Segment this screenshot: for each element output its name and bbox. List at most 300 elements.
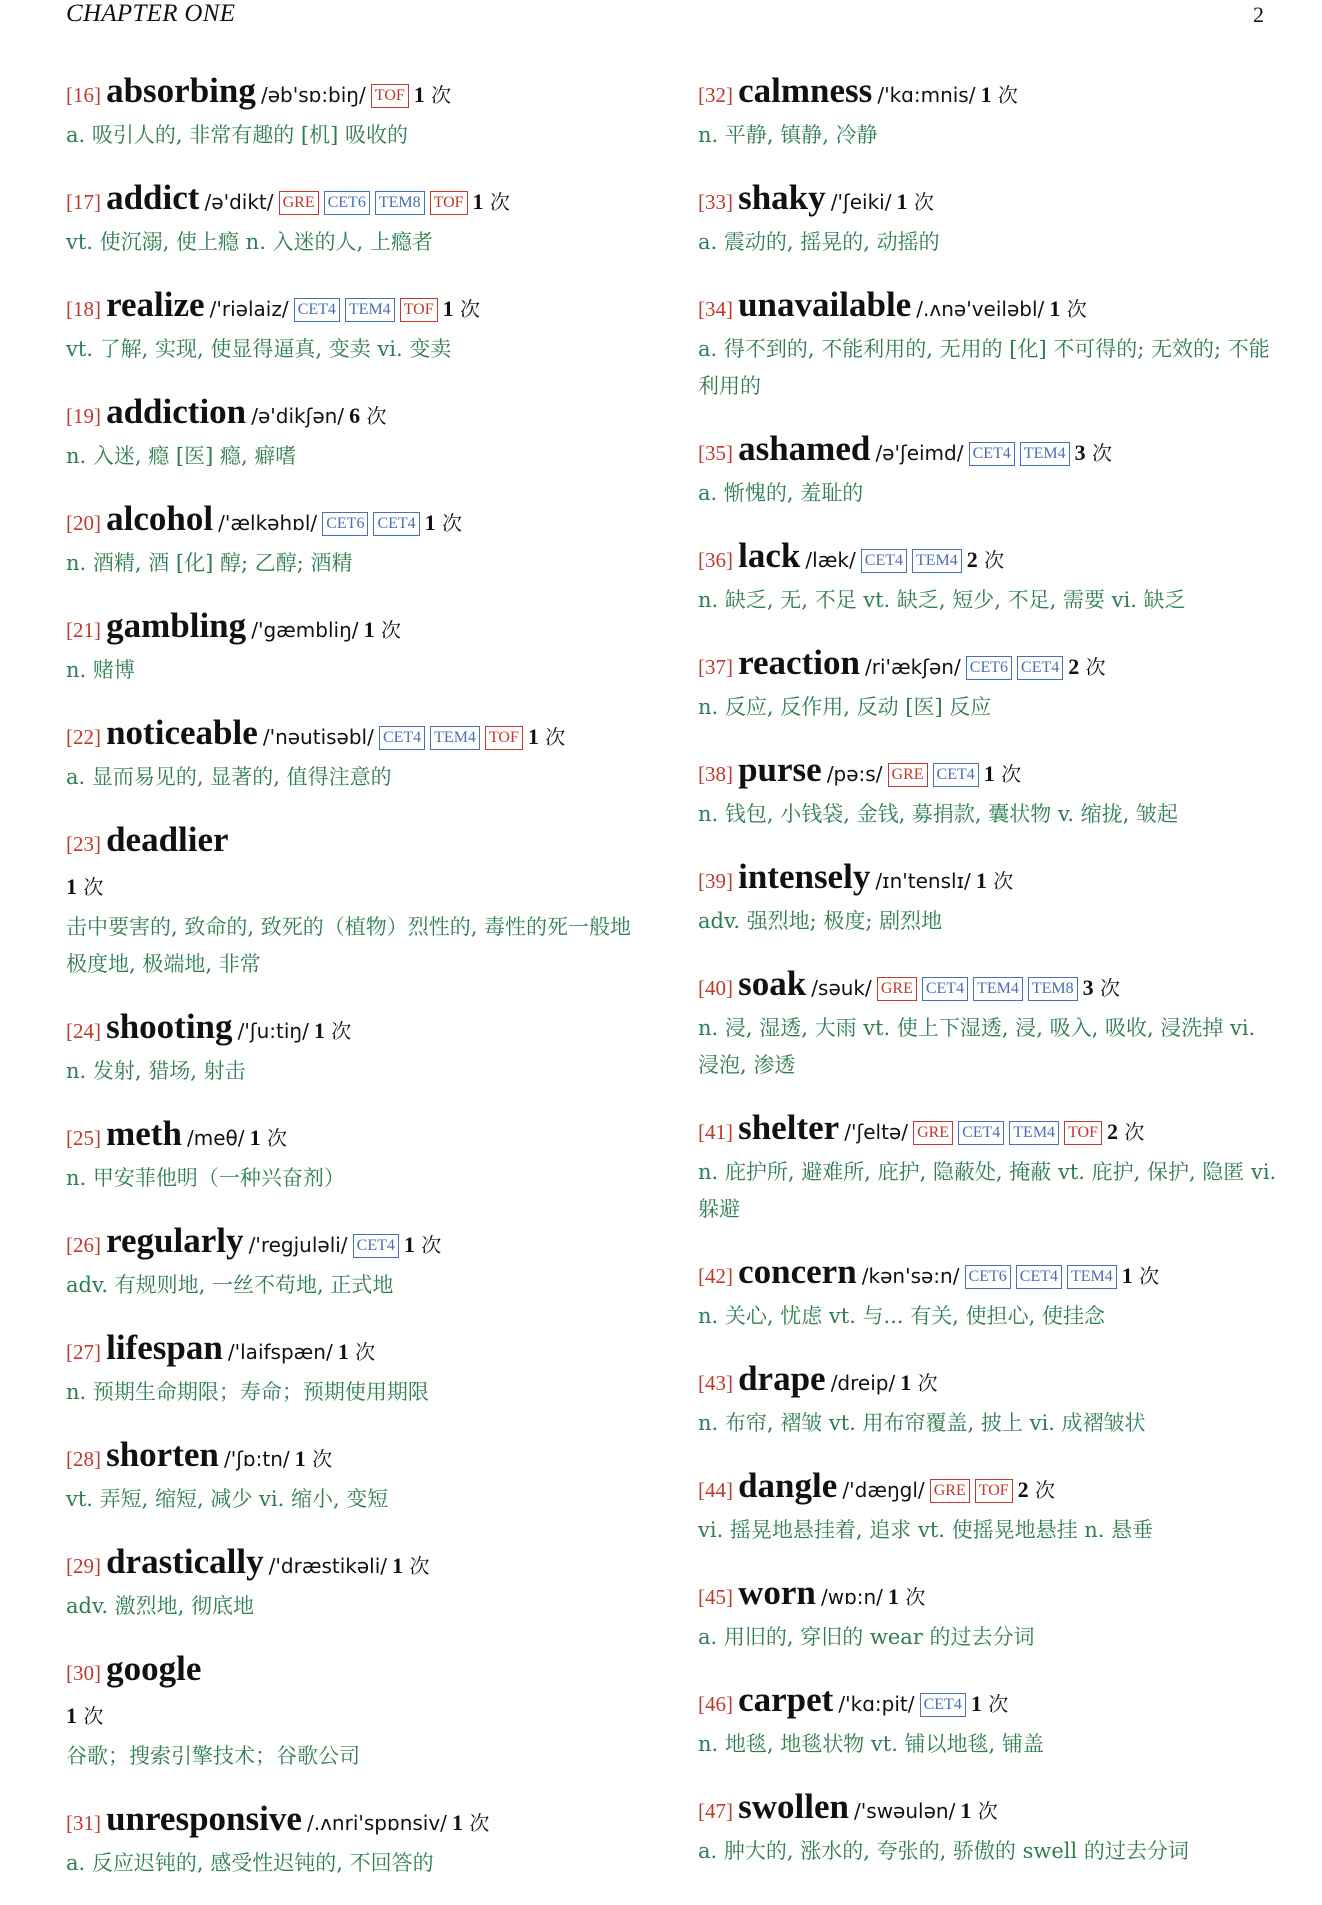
- entry-number: [16]: [66, 83, 101, 107]
- exam-tag: TEM8: [375, 191, 425, 215]
- entry-frequency: [414, 83, 451, 107]
- exam-tag: TOF: [371, 84, 409, 108]
- entry-phonetic: /wɒ:n/: [820, 1585, 883, 1609]
- entry-headline: [698, 642, 1278, 689]
- entry-number: [38]: [698, 762, 733, 786]
- frequency-count: 1: [452, 1810, 464, 1835]
- entry-word: ashamed: [738, 429, 871, 468]
- frequency-count: 3: [1082, 975, 1094, 1000]
- left-column: [66, 70, 646, 1905]
- vocab-entry: [698, 1786, 1278, 1870]
- entry-frequency: [960, 1799, 997, 1823]
- frequency-count: 1: [294, 1446, 306, 1471]
- entry-word: addiction: [106, 392, 247, 431]
- entry-phonetic: /ɪn'tenslɪ/: [875, 869, 971, 893]
- entry-number: [35]: [698, 441, 733, 465]
- entry-word: drape: [738, 1359, 826, 1398]
- entry-word: carpet: [738, 1680, 834, 1719]
- entry-number: [42]: [698, 1264, 733, 1288]
- exam-tag: CET4: [353, 1234, 399, 1258]
- entry-word: swollen: [738, 1787, 849, 1826]
- entry-definition: vt. 了解, 实现, 使显得逼真, 变卖 vi. 变卖: [66, 337, 452, 361]
- frequency-unit: 次: [409, 1554, 430, 1578]
- exam-tag: TEM4: [430, 726, 480, 750]
- frequency-count: 1: [980, 82, 992, 107]
- entry-definition: a. 显而易见的, 显著的, 值得注意的: [66, 765, 392, 789]
- entry-definition: vt. 弄短, 缩短, 减少 vi. 缩小, 变短: [66, 1487, 389, 1511]
- exam-tag: CET4: [933, 763, 979, 787]
- entry-frequency: [404, 1233, 441, 1257]
- entry-definition: n. 酒精, 酒 [化] 醇; 乙醇; 酒精: [66, 551, 353, 575]
- entry-frequency: [1107, 1120, 1144, 1144]
- frequency-count: 1: [970, 1691, 982, 1716]
- frequency-unit: 次: [266, 1126, 287, 1150]
- entry-word: absorbing: [106, 71, 256, 110]
- entry-headline: [698, 535, 1278, 582]
- entry-headline: [698, 1251, 1278, 1298]
- entry-phonetic: /'gæmbliŋ/: [251, 618, 359, 642]
- frequency-count: 1: [392, 1553, 404, 1578]
- vocab-entry: [698, 1572, 1278, 1656]
- entry-frequency: [425, 511, 462, 535]
- page-number: 2: [1253, 2, 1264, 27]
- entry-number: [46]: [698, 1692, 733, 1716]
- exam-tag: GRE: [877, 977, 917, 1001]
- entry-phonetic: /ə'dikt/: [204, 190, 274, 214]
- entry-definition: a. 用旧的, 穿旧的 wear 的过去分词: [698, 1625, 1035, 1649]
- entry-definition: 击中要害的, 致命的, 致死的（植物）烈性的, 毒性的死一般地极度地, 极端地, 非常: [66, 915, 632, 976]
- entry-number: [39]: [698, 869, 733, 893]
- frequency-unit: 次: [355, 1340, 376, 1364]
- exam-tag: TEM4: [345, 298, 395, 322]
- frequency-count: 1: [66, 1703, 77, 1728]
- entry-number: [41]: [698, 1120, 733, 1144]
- entry-definition: n. 地毯, 地毯状物 vt. 铺以地毯, 铺盖: [698, 1732, 1044, 1756]
- entry-headline: [698, 1465, 1278, 1512]
- entry-number: [20]: [66, 511, 101, 535]
- vocab-entry: [698, 428, 1278, 512]
- entry-word: unavailable: [738, 285, 912, 324]
- entry-frequency: [971, 1692, 1008, 1716]
- vocab-entry: [66, 1327, 646, 1411]
- entry-frequency: [364, 618, 401, 642]
- entry-headline: [698, 749, 1278, 796]
- entry-number: [28]: [66, 1447, 101, 1471]
- entry-headline: [698, 1679, 1278, 1726]
- entry-headline: [698, 1786, 1278, 1833]
- entry-headline: [66, 177, 646, 224]
- entry-word: shelter: [738, 1108, 840, 1147]
- frequency-count: 1: [66, 874, 77, 899]
- entry-word: noticeable: [106, 713, 258, 752]
- entry-phonetic: /kən'sə:n/: [861, 1264, 960, 1288]
- exam-tag: CET4: [379, 726, 425, 750]
- entry-number: [47]: [698, 1799, 733, 1823]
- entry-word: purse: [738, 750, 822, 789]
- exam-tag: TEM4: [973, 977, 1023, 1001]
- frequency-unit: 次: [469, 1811, 490, 1835]
- entry-definition: adv. 强烈地; 极度; 剧烈地: [698, 909, 943, 933]
- entry-frequency: [900, 1371, 937, 1395]
- frequency-unit: 次: [1091, 441, 1112, 465]
- frequency-unit: 次: [331, 1019, 352, 1043]
- entry-phonetic: /'dræstikəli/: [268, 1554, 388, 1578]
- chapter-title: CHAPTER ONE: [66, 0, 236, 27]
- vocab-entry: [66, 70, 646, 154]
- page-header: [0, 0, 1322, 44]
- entry-word: lifespan: [106, 1328, 223, 1367]
- entry-headline: [698, 284, 1278, 331]
- entry-phonetic: /'regjuləli/: [248, 1233, 348, 1257]
- entry-number: [44]: [698, 1478, 733, 1502]
- vocab-entry: [698, 535, 1278, 619]
- entry-definition: n. 布帘, 褶皱 vt. 用布帘覆盖, 披上 vi. 成褶皱状: [698, 1411, 1146, 1435]
- entry-number: [30]: [66, 1661, 101, 1685]
- entry-word: alcohol: [106, 499, 214, 538]
- entry-headline: [698, 963, 1278, 1010]
- entry-phonetic: /meθ/: [187, 1126, 245, 1150]
- entry-phonetic: /ə'ʃeimd/: [875, 441, 964, 465]
- vocab-entry: [66, 819, 646, 983]
- exam-tag: GRE: [930, 1479, 970, 1503]
- exam-tag: CET4: [861, 549, 907, 573]
- frequency-unit: 次: [997, 83, 1018, 107]
- vocab-entry: [66, 1006, 646, 1090]
- entry-definition: a. 震动的, 摇晃的, 动摇的: [698, 230, 940, 254]
- exam-tag: TOF: [485, 726, 523, 750]
- entry-definition: vi. 摇晃地悬挂着, 追求 vt. 使摇晃地悬挂 n. 悬垂: [698, 1518, 1154, 1542]
- frequency-count: 1: [527, 724, 539, 749]
- entry-frequency: [338, 1340, 375, 1364]
- frequency-unit: 次: [1099, 976, 1120, 1000]
- exam-tag: TOF: [400, 298, 438, 322]
- entry-definition: adv. 有规则地, 一丝不苟地, 正式地: [66, 1273, 394, 1297]
- frequency-unit: 次: [312, 1447, 333, 1471]
- entry-word: drastically: [106, 1542, 264, 1581]
- vocab-entry: [698, 70, 1278, 154]
- entry-word: google: [106, 1649, 202, 1688]
- entry-frequency: [897, 190, 934, 214]
- entry-frequency: [967, 548, 1004, 572]
- entry-phonetic: /'riəlaiz/: [209, 297, 289, 321]
- frequency-unit: 次: [83, 1704, 104, 1728]
- entry-headline: [66, 712, 646, 759]
- entry-frequency-line: [66, 1695, 646, 1738]
- exam-tag: CET6: [324, 191, 370, 215]
- vocab-entry: [66, 177, 646, 261]
- entry-headline: [698, 1107, 1278, 1154]
- frequency-unit: 次: [984, 548, 1005, 572]
- entry-frequency: [1075, 441, 1112, 465]
- entry-word: addict: [106, 178, 200, 217]
- vocab-entry: [698, 1251, 1278, 1335]
- exam-tag: TEM4: [912, 549, 962, 573]
- entry-definition: n. 浸, 湿透, 大雨 vt. 使上下湿透, 浸, 吸入, 吸收, 浸洗掉 vi. 浸泡, 渗透: [698, 1016, 1256, 1077]
- entry-word: shaky: [738, 178, 826, 217]
- entry-definition: n. 甲安菲他明（一种兴奋剂）: [66, 1166, 345, 1190]
- frequency-count: 1: [413, 82, 425, 107]
- entry-frequency: [349, 404, 386, 428]
- frequency-count: 1: [424, 510, 436, 535]
- vocab-entry: [698, 1107, 1278, 1228]
- exam-tag: CET6: [965, 1265, 1011, 1289]
- entry-phonetic: /ri'ækʃən/: [865, 655, 961, 679]
- frequency-unit: 次: [431, 83, 452, 107]
- frequency-count: 2: [1017, 1477, 1029, 1502]
- right-column: [698, 70, 1278, 1893]
- exam-tag: CET6: [966, 656, 1012, 680]
- entry-frequency: [250, 1126, 287, 1150]
- entry-number: [23]: [66, 832, 101, 856]
- entry-frequency: [295, 1447, 332, 1471]
- frequency-unit: 次: [1124, 1120, 1145, 1144]
- entry-number: [21]: [66, 618, 101, 642]
- entry-frequency: [976, 869, 1013, 893]
- frequency-unit: 次: [1035, 1478, 1056, 1502]
- frequency-unit: 次: [917, 1371, 938, 1395]
- entry-number: [33]: [698, 190, 733, 214]
- frequency-unit: 次: [442, 511, 463, 535]
- entry-headline: [66, 284, 646, 331]
- frequency-count: 1: [896, 189, 908, 214]
- entry-headline: [66, 1113, 646, 1160]
- entry-phonetic: /səuk/: [811, 976, 872, 1000]
- frequency-unit: 次: [993, 869, 1014, 893]
- entry-word: reaction: [738, 643, 860, 682]
- exam-tag: GRE: [913, 1121, 953, 1145]
- entry-word: lack: [738, 536, 801, 575]
- entry-number: [40]: [698, 976, 733, 1000]
- entry-definition: n. 缺乏, 无, 不足 vt. 缺乏, 短少, 不足, 需要 vi. 缺乏: [698, 588, 1186, 612]
- frequency-unit: 次: [459, 297, 480, 321]
- frequency-unit: 次: [905, 1585, 926, 1609]
- vocab-entry: [698, 856, 1278, 940]
- entry-phonetic: /əb'sɒ:biŋ/: [260, 83, 366, 107]
- frequency-count: 1: [442, 296, 454, 321]
- frequency-unit: 次: [489, 190, 510, 214]
- entry-word: shorten: [106, 1435, 219, 1474]
- vocab-entry: [698, 642, 1278, 726]
- entry-definition: vt. 使沉溺, 使上瘾 n. 入迷的人, 上瘾者: [66, 230, 433, 254]
- entry-number: [19]: [66, 404, 101, 428]
- frequency-count: 1: [363, 617, 375, 642]
- vocab-entry: [698, 1465, 1278, 1549]
- entry-number: [24]: [66, 1019, 101, 1043]
- entry-frequency-line: [66, 866, 646, 909]
- frequency-count: 1: [249, 1125, 261, 1150]
- exam-tag: TEM8: [1028, 977, 1078, 1001]
- entry-phonetic: /dreip/: [830, 1371, 896, 1395]
- entry-number: [22]: [66, 725, 101, 749]
- exam-tag: GRE: [279, 191, 319, 215]
- entry-phonetic: /'kɑ:pit/: [838, 1692, 915, 1716]
- vocab-entry: [66, 1648, 646, 1775]
- entry-number: [17]: [66, 190, 101, 214]
- entry-headline: [698, 1358, 1278, 1405]
- entry-definition: a. 肿大的, 涨水的, 夸张的, 骄傲的 swell 的过去分词: [698, 1839, 1189, 1863]
- exam-tag: CET4: [294, 298, 340, 322]
- exam-tag: CET4: [373, 512, 419, 536]
- entry-word: soak: [738, 964, 807, 1003]
- entry-headline: [66, 1434, 646, 1481]
- frequency-count: 2: [1107, 1119, 1118, 1144]
- frequency-count: 3: [1074, 440, 1086, 465]
- entry-phonetic: /.ʌnə'veiləbl/: [916, 297, 1045, 321]
- entry-definition: a. 吸引人的, 非常有趣的 [机] 吸收的: [66, 123, 408, 147]
- entry-phonetic: /læk/: [805, 548, 856, 572]
- frequency-unit: 次: [1001, 762, 1022, 786]
- entry-number: [18]: [66, 297, 101, 321]
- entry-definition: adv. 激烈地, 彻底地: [66, 1594, 255, 1618]
- frequency-count: 1: [403, 1232, 415, 1257]
- frequency-count: 2: [1068, 654, 1080, 679]
- vocab-entry: [698, 963, 1278, 1084]
- frequency-count: 1: [888, 1584, 900, 1609]
- entry-number: [36]: [698, 548, 733, 572]
- frequency-unit: 次: [380, 618, 401, 642]
- frequency-unit: 次: [1085, 655, 1106, 679]
- entry-definition: a. 得不到的, 不能利用的, 无用的 [化] 不可得的; 无效的; 不能利用的: [698, 337, 1270, 398]
- entry-definition: n. 发射, 猎场, 射击: [66, 1059, 246, 1083]
- entry-definition: a. 反应迟钝的, 感受性迟钝的, 不回答的: [66, 1851, 434, 1875]
- vocab-entry: [698, 284, 1278, 405]
- entry-definition: n. 平静, 镇静, 冷静: [698, 123, 878, 147]
- vocab-entry: [66, 1541, 646, 1625]
- entry-number: [37]: [698, 655, 733, 679]
- entry-frequency: [1068, 655, 1105, 679]
- frequency-count: 1: [472, 189, 484, 214]
- frequency-unit: 次: [83, 875, 104, 899]
- entry-headline: [698, 177, 1278, 224]
- entry-number: [43]: [698, 1371, 733, 1395]
- entry-definition: n. 庇护所, 避难所, 庇护, 隐蔽处, 掩蔽 vt. 庇护, 保护, 隐匿 vi. 躲避: [698, 1160, 1277, 1221]
- entry-frequency: [888, 1585, 925, 1609]
- entry-frequency: [66, 875, 103, 899]
- entry-headline: [698, 70, 1278, 117]
- frequency-unit: 次: [1066, 297, 1087, 321]
- frequency-count: 1: [1121, 1263, 1133, 1288]
- vocab-entry: [66, 605, 646, 689]
- vocab-entry: [66, 1113, 646, 1197]
- entry-definition: n. 入迷, 瘾 [医] 瘾, 癖嗜: [66, 444, 297, 468]
- exam-tag: CET6: [322, 512, 368, 536]
- entry-word: meth: [106, 1114, 182, 1153]
- entry-phonetic: /'ʃu:tiŋ/: [237, 1019, 309, 1043]
- entry-definition: n. 钱包, 小钱袋, 金钱, 募捐款, 囊状物 v. 缩拢, 皱起: [698, 802, 1179, 826]
- entry-frequency: [981, 83, 1018, 107]
- entry-definition: n. 关心, 忧虑 vt. 与... 有关, 使担心, 使挂念: [698, 1304, 1105, 1328]
- vocab-entry: [66, 1220, 646, 1304]
- entry-frequency: [1018, 1478, 1055, 1502]
- exam-tag: CET4: [920, 1693, 966, 1717]
- entry-word: worn: [738, 1573, 816, 1612]
- vocab-entry: [66, 712, 646, 796]
- entry-headline: [66, 1006, 646, 1053]
- frequency-unit: 次: [545, 725, 566, 749]
- entry-frequency: [392, 1554, 429, 1578]
- entry-phonetic: /'dæŋgl/: [842, 1478, 925, 1502]
- entry-number: [32]: [698, 83, 733, 107]
- frequency-unit: 次: [977, 1799, 998, 1823]
- entry-number: [34]: [698, 297, 733, 321]
- entry-number: [31]: [66, 1811, 101, 1835]
- frequency-count: 1: [1049, 296, 1061, 321]
- entry-headline: [66, 70, 646, 117]
- frequency-count: 1: [900, 1370, 912, 1395]
- exam-tag: TEM4: [1067, 1265, 1117, 1289]
- entry-phonetic: /pə:s/: [826, 762, 883, 786]
- entry-phonetic: /.ʌnri'spɒnsiv/: [307, 1811, 447, 1835]
- frequency-count: 1: [983, 761, 995, 786]
- entry-headline: [698, 428, 1278, 475]
- entry-word: concern: [738, 1252, 857, 1291]
- entry-headline: [698, 1572, 1278, 1619]
- entry-number: [29]: [66, 1554, 101, 1578]
- entry-word: dangle: [738, 1466, 838, 1505]
- entry-word: regularly: [106, 1221, 244, 1260]
- entry-word: shooting: [106, 1007, 233, 1046]
- entry-phonetic: /'laifspæn/: [227, 1340, 333, 1364]
- entry-frequency: [452, 1811, 489, 1835]
- frequency-count: 1: [960, 1798, 972, 1823]
- entry-phonetic: /'kɑ:mnis/: [877, 83, 976, 107]
- entry-phonetic: /ə'dikʃən/: [251, 404, 345, 428]
- vocab-entry: [66, 284, 646, 368]
- exam-tag: TOF: [430, 191, 468, 215]
- entry-frequency: [1049, 297, 1086, 321]
- entry-number: [26]: [66, 1233, 101, 1257]
- entry-headline: [698, 856, 1278, 903]
- entry-word: deadlier: [106, 820, 229, 859]
- exam-tag: CET4: [969, 442, 1015, 466]
- frequency-count: 1: [313, 1018, 325, 1043]
- vocab-entry: [66, 391, 646, 475]
- entry-definition: a. 惭愧的, 羞耻的: [698, 481, 864, 505]
- frequency-unit: 次: [366, 404, 387, 428]
- entry-headline: [66, 1798, 646, 1845]
- vocab-entry: [698, 749, 1278, 833]
- frequency-unit: 次: [1139, 1264, 1160, 1288]
- entry-phonetic: /'nəutisəbl/: [262, 725, 374, 749]
- exam-tag: TOF: [975, 1479, 1013, 1503]
- frequency-unit: 次: [988, 1692, 1009, 1716]
- vocab-entry: [66, 1434, 646, 1518]
- entry-definition: n. 反应, 反作用, 反动 [医] 反应: [698, 695, 992, 719]
- entry-headline: [66, 391, 646, 438]
- entry-word: intensely: [738, 857, 871, 896]
- exam-tag: CET4: [958, 1121, 1004, 1145]
- entry-word: realize: [106, 285, 205, 324]
- exam-tag: CET4: [1017, 656, 1063, 680]
- entry-headline: [66, 1648, 646, 1695]
- entry-phonetic: /'ʃɒ:tn/: [223, 1447, 290, 1471]
- vocab-entry: [66, 498, 646, 582]
- exam-tag: CET4: [922, 977, 968, 1001]
- entry-phonetic: /'swəulən/: [854, 1799, 956, 1823]
- entry-word: unresponsive: [106, 1799, 302, 1838]
- entry-word: gambling: [106, 606, 247, 645]
- entry-number: [27]: [66, 1340, 101, 1364]
- entry-phonetic: /'ʃeltə/: [844, 1120, 908, 1144]
- entry-frequency: [473, 190, 510, 214]
- entry-headline: [66, 1327, 646, 1374]
- entry-number: [45]: [698, 1585, 733, 1609]
- frequency-count: 6: [349, 403, 361, 428]
- entry-headline: [66, 1220, 646, 1267]
- frequency-count: 2: [966, 547, 978, 572]
- entry-frequency: [528, 725, 565, 749]
- frequency-count: 1: [337, 1339, 349, 1364]
